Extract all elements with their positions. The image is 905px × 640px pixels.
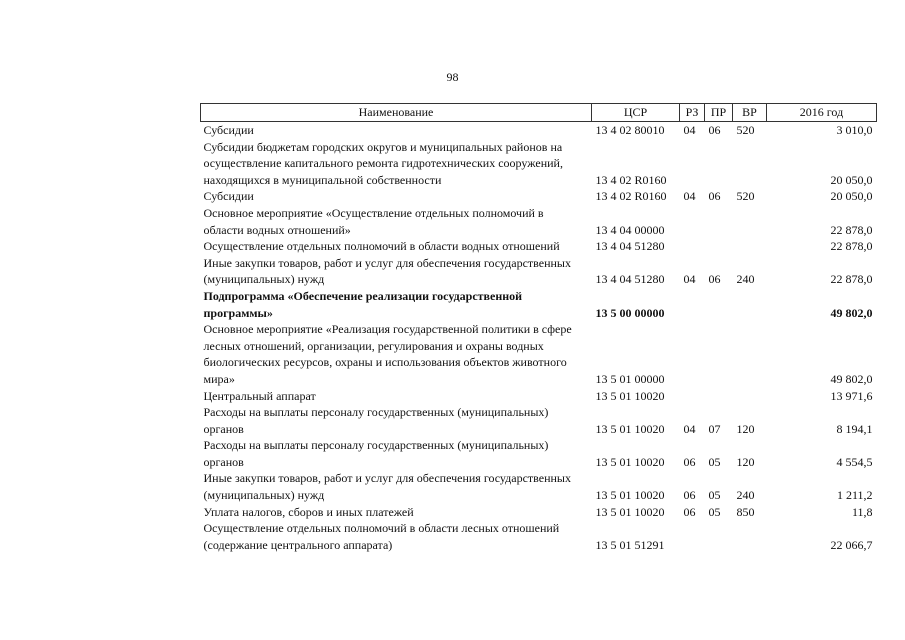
table-header — [201, 104, 877, 122]
table-row — [201, 388, 877, 405]
cell-csr: 13 5 01 00000 — [595, 371, 665, 386]
cell-name: Основное мероприятие «Реализация государственной политики в сфере лесных отношений, организации, регулирования и охраны водных биологических ресурсов, охраны и использования объектов животного мира» — [203, 322, 572, 386]
cell-name: Иные закупки товаров, работ и услуг для обеспечения государственных (муниципальных) нужд — [203, 255, 571, 287]
cell-name: Основное мероприятие «Осуществление отдельных полномочий в области водных отношений» — [203, 205, 544, 237]
table-row — [201, 122, 877, 139]
cell-csr: 13 4 04 00000 — [595, 222, 665, 237]
cell-rz: 06 — [683, 488, 696, 503]
cell-vr — [733, 238, 767, 255]
table-row — [201, 255, 877, 288]
cell-csr: 13 5 01 51291 — [595, 537, 665, 552]
cell-rz — [680, 238, 705, 255]
cell-name: Субсидии — [203, 123, 254, 137]
cell-amount: 4 554,5 — [836, 454, 873, 469]
cell-rz: 06 — [683, 504, 696, 519]
cell-vr — [733, 321, 767, 387]
table-row — [201, 188, 877, 205]
cell-csr: 13 5 01 10020 — [595, 388, 665, 403]
cell-amount: 20 050,0 — [830, 172, 873, 187]
cell-rz — [680, 139, 705, 189]
cell-amount: 11,8 — [851, 504, 873, 519]
cell-amount: 22 878,0 — [830, 222, 873, 237]
cell-csr: 13 5 01 10020 — [595, 504, 665, 519]
cell-vr — [733, 288, 767, 321]
cell-csr: 13 4 02 80010 — [595, 123, 665, 137]
cell-pr: 05 — [708, 488, 721, 503]
cell-vr: 520 — [736, 189, 755, 204]
cell-amount: 22 878,0 — [830, 272, 873, 287]
cell-pr: 05 — [708, 454, 721, 469]
cell-amount: 22 066,7 — [830, 537, 873, 552]
cell-rz — [680, 288, 705, 321]
column-header-csr: ЦСР — [592, 104, 680, 122]
cell-csr: 13 4 02 R0160 — [595, 189, 667, 204]
cell-pr — [705, 238, 733, 255]
cell-amount: 1 211,2 — [836, 488, 873, 503]
cell-rz — [680, 205, 705, 238]
cell-vr — [733, 520, 767, 553]
cell-pr — [705, 139, 733, 189]
cell-rz — [680, 321, 705, 387]
cell-name: Расходы на выплаты персоналу государственных (муниципальных) органов — [203, 405, 549, 436]
page-number: 98 — [446, 70, 459, 84]
cell-vr — [733, 205, 767, 238]
cell-pr — [705, 520, 733, 553]
table-row — [201, 288, 877, 321]
cell-vr: 850 — [736, 504, 755, 519]
cell-csr: 13 4 02 R0160 — [595, 172, 667, 187]
cell-pr: 06 — [708, 189, 721, 204]
cell-rz: 04 — [683, 189, 696, 204]
table-row — [201, 404, 877, 437]
column-header-rz: РЗ — [680, 104, 705, 122]
cell-pr — [705, 321, 733, 387]
table-row — [201, 470, 877, 503]
table-row — [201, 437, 877, 470]
column-header-year: 2016 год — [767, 104, 877, 122]
cell-pr — [705, 205, 733, 238]
cell-name: Уплата налогов, сборов и иных платежей — [203, 504, 414, 519]
cell-name: Осуществление отдельных полномочий в области водных отношений — [203, 239, 560, 254]
cell-vr — [733, 388, 767, 405]
cell-csr: 13 5 01 10020 — [595, 488, 665, 503]
cell-name: Иные закупки товаров, работ и услуг для обеспечения государственных (муниципальных) нужд — [203, 471, 571, 503]
column-header-name: Наименование — [201, 104, 592, 122]
cell-pr — [705, 288, 733, 321]
cell-rz: 04 — [683, 123, 696, 137]
cell-csr: 13 5 00 00000 — [595, 305, 665, 320]
cell-amount: 22 878,0 — [830, 239, 873, 254]
table-body — [201, 122, 877, 554]
column-header-vr: ВР — [733, 104, 767, 122]
cell-amount: 20 050,0 — [830, 189, 873, 204]
cell-vr — [733, 139, 767, 189]
cell-pr: 07 — [708, 421, 721, 436]
cell-name: Осуществление отдельных полномочий в области лесных отношений (содержание центрального аппарата) — [203, 521, 560, 552]
table-row — [201, 520, 877, 553]
cell-csr: 13 5 01 10020 — [595, 421, 665, 436]
cell-vr: 120 — [736, 454, 755, 469]
cell-rz — [680, 520, 705, 553]
cell-vr: 240 — [736, 272, 755, 287]
cell-name: Субсидии бюджетам городских округов и муниципальных районов на осуществление капитального ремонта гидротехнических сооружений, находящихся в муниципальной собственности — [203, 139, 563, 187]
cell-name: Подпрограмма «Обеспечение реализации государственной программы» — [203, 288, 523, 320]
cell-rz — [680, 388, 705, 405]
cell-name: Субсидии — [203, 189, 254, 204]
table-row — [201, 238, 877, 255]
cell-csr: 13 4 04 51280 — [595, 239, 665, 254]
table-row — [201, 504, 877, 521]
table-row — [201, 205, 877, 238]
cell-amount: 13 971,6 — [830, 388, 873, 403]
cell-pr: 06 — [708, 272, 721, 287]
cell-pr: 05 — [708, 504, 721, 519]
cell-csr: 13 5 01 10020 — [595, 454, 665, 469]
budget-table — [200, 103, 877, 553]
cell-amount: 8 194,1 — [836, 421, 873, 436]
cell-name: Центральный аппарат — [203, 388, 316, 403]
cell-vr: 120 — [736, 421, 755, 436]
cell-rz: 04 — [683, 421, 696, 436]
cell-csr: 13 4 04 51280 — [595, 272, 665, 287]
cell-rz: 04 — [683, 272, 696, 287]
table-row — [201, 139, 877, 189]
cell-rz: 06 — [683, 454, 696, 469]
cell-name: Расходы на выплаты персоналу государственных (муниципальных) органов — [203, 438, 549, 469]
cell-vr: 240 — [736, 488, 755, 503]
cell-amount: 49 802,0 — [830, 371, 873, 386]
cell-pr: 06 — [708, 123, 721, 137]
cell-vr: 520 — [736, 123, 755, 137]
cell-pr — [705, 388, 733, 405]
cell-amount: 3 010,0 — [836, 123, 873, 137]
table-row — [201, 321, 877, 387]
cell-amount: 49 802,0 — [830, 305, 873, 320]
column-header-pr: ПР — [705, 104, 733, 122]
